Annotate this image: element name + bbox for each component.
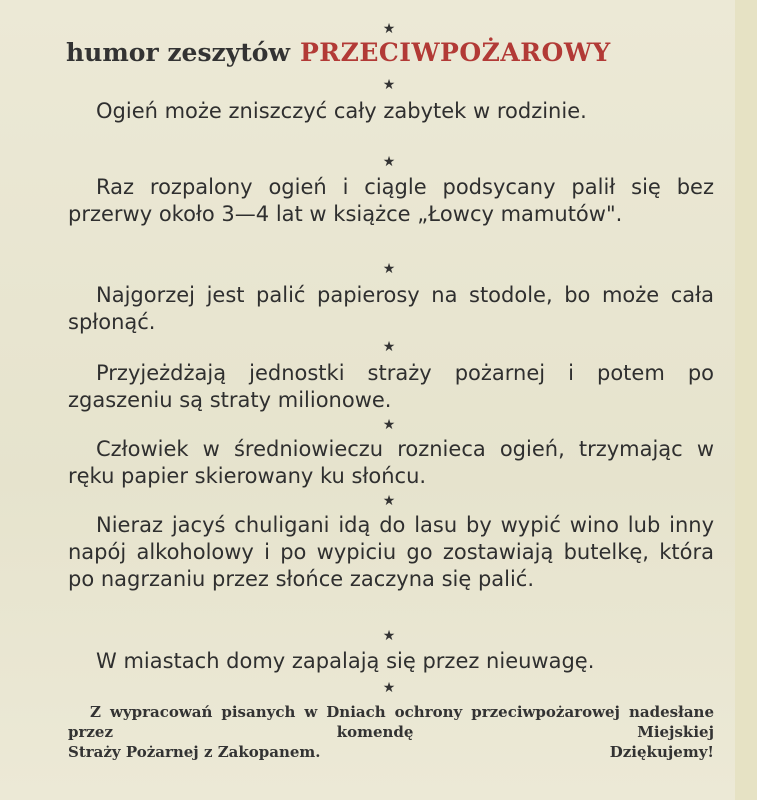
star-ornament: ★: [382, 21, 396, 37]
star-ornament: ★: [382, 493, 396, 509]
paragraph-4: Przyjeżdżają jednostki straży pożarnej i potem po zgaszeniu są straty milionowe.: [68, 361, 714, 412]
paragraph-1: Ogień może zniszczyć cały zabytek w rodzinie.: [96, 99, 587, 123]
footer-thanks-row: [68, 742, 714, 762]
paragraph-6: Nieraz jacyś chuligani idą do lasu by wypić wino lub inny napój alkoholowy i po wypiciu go zostawiają butelkę, która po nagrzaniu przez słońce zaczyna się palić.: [68, 513, 714, 591]
headline-lead: humor zeszytów: [66, 38, 290, 67]
paragraph-3: Najgorzej jest palić papierosy na stodole, bo może cała spłonąć.: [68, 283, 714, 334]
footer-thanks: Dziękujemy!: [609, 743, 714, 761]
headline-accent: PRZECIWPOŻAROWY: [300, 38, 611, 67]
headline: [66, 38, 726, 74]
star-ornament: ★: [382, 339, 396, 355]
paragraph-5: Człowiek w średniowieczu roznieca ogień, trzymając w ręku papier skierowany ku słońcu.: [68, 437, 714, 488]
paragraph-2: Raz rozpalony ogień i ciągle podsycany palił się bez przerwy około 3—4 lat w książce „Łowcy mamutów".: [68, 175, 714, 226]
star-ornament: ★: [382, 628, 396, 644]
paper-edge: [735, 0, 757, 800]
star-ornament: ★: [382, 417, 396, 433]
star-ornament: ★: [382, 154, 396, 170]
star-ornament: ★: [382, 77, 396, 93]
footer-text-tail: Straży Pożarnej z Zakopanem.: [68, 743, 321, 761]
star-ornament: ★: [382, 680, 396, 696]
star-ornament: ★: [382, 261, 396, 277]
paragraph-7: W miastach domy zapalają się przez nieuwagę.: [96, 649, 595, 673]
footer-text: Z wypracowań pisanych w Dniach ochrony przeciwpożarowej nadesłane przez komendę Miejskiej: [68, 703, 714, 741]
footer-credit: [68, 702, 714, 742]
